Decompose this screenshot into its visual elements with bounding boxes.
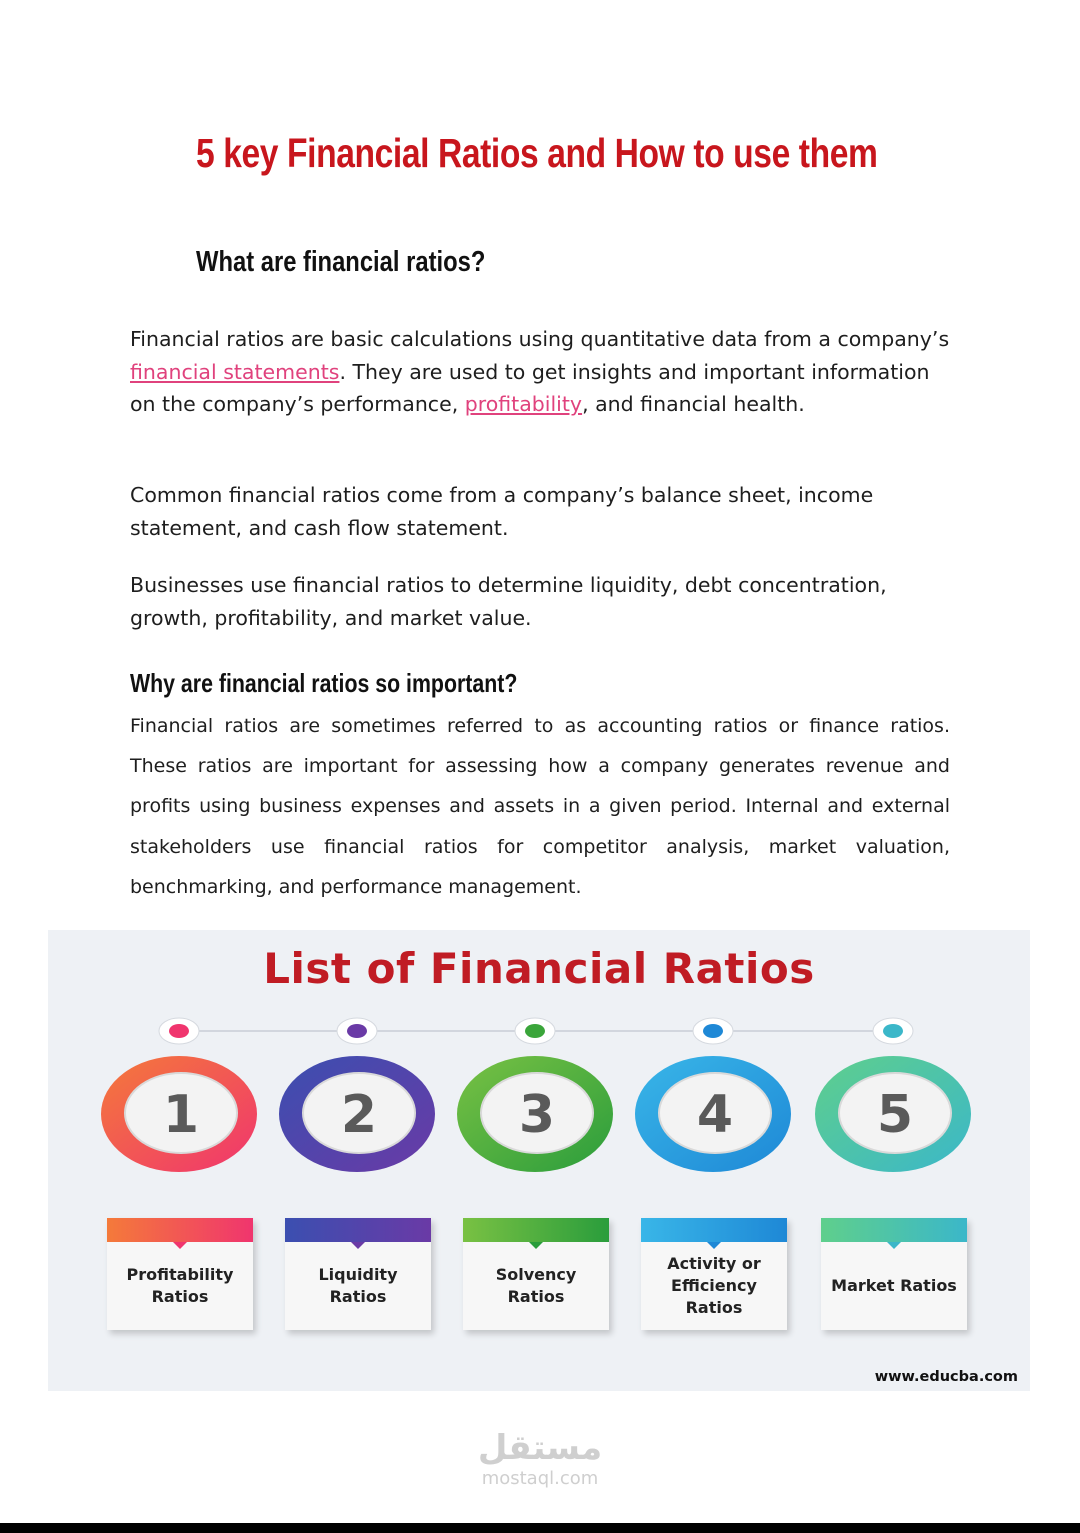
paragraph-importance: Financial ratios are sometimes referred to as accounting ratios or finance ratios. These ratios are important for assessing how a company generates revenue and profits using business expenses and assets in a given period. Internal and external stakeholders use financial ratios for competitor analysis, market valuation, benchmarking, and performance management.: [130, 715, 950, 898]
paragraph-uses: Businesses use financial ratios to determine liquidity, debt concentration, growth, profitability, and market value.: [130, 573, 887, 630]
ratio-box: [463, 1218, 609, 1330]
watermark-arabic: مستقل: [477, 1428, 603, 1468]
step-number: 1: [162, 1085, 200, 1145]
ratio-label: Solvency Ratios: [495, 1265, 577, 1306]
ratio-label: Liquidity Ratios: [318, 1265, 398, 1306]
step-number: 2: [340, 1085, 378, 1145]
step-dot: [883, 1024, 903, 1038]
profitability-link[interactable]: profitability: [464, 392, 583, 416]
paragraph-text: Financial ratios are basic calculations using quantitative data from a company’s: [130, 327, 950, 351]
ratio-label: Activity or Efficiency Ratios: [667, 1254, 761, 1317]
ratio-box-bar: [285, 1218, 431, 1242]
financial-ratios-infographic: [48, 930, 1030, 1391]
step-dot: [347, 1024, 367, 1038]
ratio-label: Market Ratios: [831, 1276, 957, 1295]
ratio-label: Profitability Ratios: [126, 1265, 234, 1306]
infographic-title: List of Financial Ratios: [263, 944, 815, 993]
step-number: 5: [876, 1085, 914, 1145]
ratio-box: [821, 1218, 967, 1330]
paragraph-text: . They are used to get insights and important information on the company’s performance,: [130, 359, 930, 416]
source-credit: www.educba.com: [874, 1369, 1018, 1385]
paragraph-sources: Common financial ratios come from a company’s balance sheet, income statement, and cash flow statement.: [130, 483, 874, 540]
bottom-bar: [0, 1523, 1080, 1533]
page-title: 5 key Financial Ratios and How to use them: [196, 130, 878, 176]
ratio-box-bar: [641, 1218, 787, 1242]
financial-statements-link[interactable]: financial statements: [130, 359, 340, 384]
ratio-box-bar: [107, 1218, 253, 1242]
step-number: 4: [696, 1085, 734, 1145]
step-dot: [525, 1024, 545, 1038]
ratio-box-bar: [463, 1218, 609, 1242]
step-number: 3: [518, 1085, 556, 1145]
ratio-box-bar: [821, 1218, 967, 1242]
step-dot: [169, 1024, 189, 1038]
ratio-box: [285, 1218, 431, 1330]
section-heading-why: Why are financial ratios so important?: [130, 668, 518, 698]
paragraph-text: , and financial health.: [582, 392, 805, 416]
ratio-box: [641, 1218, 787, 1330]
site-watermark: [0, 1428, 1080, 1490]
step-dot: [703, 1024, 723, 1038]
ratio-box: [107, 1218, 253, 1330]
watermark-latin: mostaql.com: [481, 1468, 599, 1489]
section-heading-what: What are financial ratios?: [196, 246, 486, 278]
paragraph-definition: [130, 323, 950, 421]
